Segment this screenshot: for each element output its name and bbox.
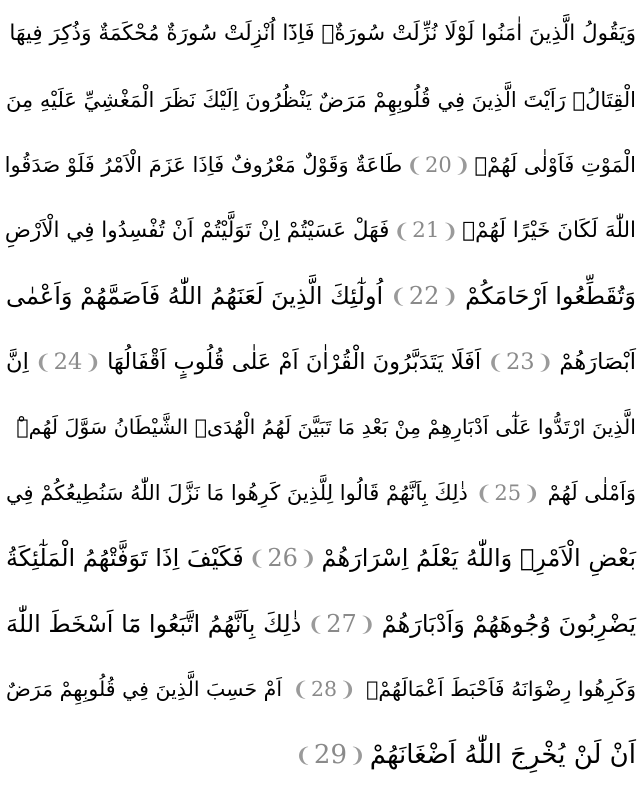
ornament-right-icon: ❩ (299, 546, 317, 570)
verse-text: اَنْ لَنْ يُخْرِجَ اللّٰهُ اَضْغَانَهُمْ (369, 739, 636, 770)
verse-number-marker (406, 135, 470, 195)
verse-text: وَيَقُولُ الَّذِينَ اٰمَنُوا لَوْلَا نُزِّلَتْ سُورَةٌۚ فَاِذَٓا اُنْزِلَتْ سُورَةٌ مُحْكَمَةٌ وَذُكِرَ فِيهَا (9, 21, 636, 46)
verse-number-marker (307, 594, 375, 654)
text-line (6, 397, 636, 457)
verse-text: فَهَلْ عَسَيْتُمْ اِنْ تَوَلَّيْتُمْ اَنْ تُفْسِدُوا فِي الْاَرْضِ (4, 217, 390, 243)
ornament-left-icon: ❨ (393, 218, 411, 243)
text-line (6, 463, 636, 523)
ornament-right-icon: ❩ (441, 218, 459, 243)
verse-number: 24 (53, 348, 83, 375)
ornament-left-icon: ❨ (248, 546, 266, 570)
verse-text: ذٰلِكَ بِاَنَّهُمُ اتَّبَعُوا مَٓا اَسْخَطَ اللّٰهَ (6, 609, 302, 638)
ornament-left-icon: ❨ (307, 611, 325, 636)
verse-number-marker (295, 725, 366, 785)
verse-text: يَضْرِبُونَ وُجُوهَهُمْ وَاَدْبَارَهُمْ (381, 609, 636, 638)
verse-number: 28 (311, 677, 338, 701)
verse-text: الْقِتَالُۙ رَاَيْتَ الَّذِينَ فِي قُلُوبِهِمْ مَرَضٌ يَنْظُرُونَ اِلَيْكَ نَظَرَ الْمَغْشِيِّ عَلَيْهِ مِنَ (5, 87, 636, 112)
verse-text: اَفَلَا يَتَدَبَّرُونَ الْقُرْاٰنَ اَمْ عَلٰى قُلُوبٍ اَقْفَالُهَا (107, 348, 482, 375)
text-line (6, 332, 636, 392)
ornament-right-icon: ❩ (84, 349, 102, 374)
verse-number: 22 (408, 282, 440, 310)
ornament-right-icon: ❩ (536, 349, 554, 374)
ornament-left-icon: ❨ (475, 480, 493, 505)
verse-text: اَمْ حَسِبَ الَّذِينَ فِي قُلُوبِهِمْ مَرَضٌ (6, 677, 283, 701)
ornament-right-icon: ❩ (523, 480, 540, 505)
verse-text: الْمَوْتِ فَاَوْلٰى لَهُمْۚ (474, 153, 636, 177)
ornament-right-icon: ❩ (339, 677, 356, 701)
ornament-right-icon: ❩ (349, 742, 366, 767)
verse-number-marker (35, 332, 101, 392)
verse-number-marker (390, 266, 458, 326)
verse-text: ذٰلِكَ بِاَنَّهُمْ قَالُوا لِلَّذِينَ كَرِهُوا مَا نَزَّلَ اللّٰهُ سَنُطِيعُكُمْ فِي (6, 480, 468, 505)
verse-text: اَبْصَارَهُمْ (559, 348, 636, 375)
ornament-left-icon: ❨ (292, 677, 309, 701)
verse-number-marker (292, 659, 356, 719)
ornament-left-icon: ❨ (406, 153, 424, 177)
verse-number-marker (487, 332, 553, 392)
verse-number-marker (393, 201, 458, 261)
verse-text: اِنَّ (6, 348, 29, 375)
ornament-right-icon: ❩ (358, 611, 376, 636)
text-line (6, 659, 636, 719)
text-line (6, 528, 636, 588)
verse-text: اُولٰٓئِكَ الَّذِينَ لَعَنَهُمُ اللّٰهُ فَاَصَمَّهُمْ وَاَعْمٰى (6, 282, 384, 310)
verse-number: 25 (494, 480, 522, 505)
verse-number: 20 (425, 153, 452, 177)
verse-number: 26 (267, 544, 298, 572)
verse-text: وَتُقَطِّعُوا اَرْحَامَكُمْ (465, 282, 636, 310)
ornament-right-icon: ❩ (441, 284, 459, 308)
ornament-right-icon: ❩ (453, 153, 471, 177)
verse-text: الَّذِينَ ارْتَدُّوا عَلٰٓى اَدْبَارِهِمْ مِنْ بَعْدِ مَا تَبَيَّنَ لَهُمُ الْهُدَىۙ الشَّيْطَانُ سَوَّلَ لَهُمْۜ (16, 415, 636, 439)
verse-number: 21 (412, 217, 440, 243)
text-line (6, 594, 636, 654)
ornament-left-icon: ❨ (487, 349, 504, 374)
text-line (6, 4, 636, 64)
verse-text: بَعْضِ الْاَمْرِۚ وَاللّٰهُ يَعْلَمُ اِسْرَارَهُمْ (321, 544, 636, 572)
verse-text: فَكَيْفَ اِذَا تَوَفَّتْهُمُ الْمَلٰٓئِكَةُ (6, 544, 244, 572)
verse-number-marker (249, 528, 317, 588)
verse-text: وَكَرِهُوا رِضْوَانَهُ فَاَحْبَطَ اَعْمَالَهُمْ۟ (366, 677, 636, 701)
verse-number: 23 (505, 348, 535, 375)
text-line (6, 135, 636, 195)
verse-text: طَاعَةٌ وَقَوْلٌ مَعْرُوفٌ فَاِذَا عَزَمَ الْاَمْرُ فَلَوْ صَدَقُوا (4, 153, 403, 177)
ornament-left-icon: ❨ (390, 284, 407, 308)
verse-text: اللّٰهَ لَكَانَ خَيْرًا لَهُمْۚ (462, 217, 636, 243)
verse-text: وَاَمْلٰى لَهُمْ (547, 480, 636, 505)
text-line (6, 70, 636, 130)
verse-number-marker (476, 463, 540, 523)
text-line (6, 725, 636, 785)
verse-number: 27 (326, 609, 357, 638)
verse-number: 29 (313, 739, 347, 770)
text-line (6, 266, 636, 326)
ornament-left-icon: ❨ (295, 742, 312, 767)
text-line (6, 201, 636, 261)
ornament-left-icon: ❨ (34, 349, 52, 374)
